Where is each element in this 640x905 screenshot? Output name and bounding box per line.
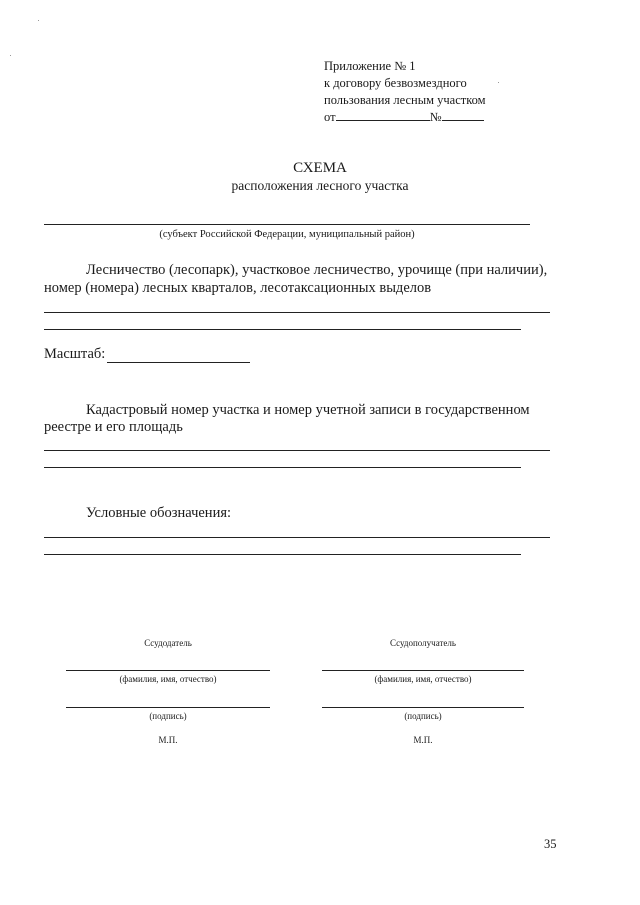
cadastral-line-2: реестре и его площадь: [44, 419, 183, 435]
cadastral-fill-line: [44, 467, 521, 468]
cadastral-line-1: Кадастровый номер участка и номер учетной записи в государственном: [86, 402, 530, 418]
forestry-line-2: номер (номера) лесных кварталов, лесотаксационных выделов: [44, 280, 432, 296]
subject-caption: (субъект Российской Федерации, муниципальный район): [159, 229, 415, 240]
borrower-name-caption: (фамилия, имя, отчество): [374, 674, 472, 684]
borrower-sign-caption: (подпись): [404, 711, 442, 721]
cadastral-fill-line: [44, 450, 550, 451]
scan-speck: [10, 55, 11, 56]
forestry-line-1: Лесничество (лесопарк), участковое лесничество, урочище (при наличии),: [86, 262, 548, 278]
lender-name-line: [66, 670, 270, 671]
scan-speck: [498, 82, 499, 83]
page-number: 35: [544, 837, 557, 851]
scan-speck: [38, 20, 39, 21]
scale-fill-line: [107, 362, 250, 363]
document-subtitle: расположения лесного участка: [231, 178, 409, 193]
lender-name-caption: (фамилия, имя, отчество): [119, 674, 217, 684]
appendix-usage-line: пользования лесным участком: [324, 93, 486, 107]
forestry-fill-line: [44, 329, 521, 330]
lender-title: Ссудодатель: [144, 638, 192, 648]
legend-label: Условные обозначения:: [86, 505, 232, 521]
borrower-title: Ссудополучатель: [389, 638, 456, 648]
appendix-number-sign: №: [429, 110, 442, 124]
number-blank: [442, 110, 484, 121]
appendix-date-prefix: от: [324, 110, 336, 124]
appendix-contract-line: к договору безвозмездного: [324, 76, 467, 90]
lender-seal: М.П.: [158, 735, 178, 745]
borrower-sign-line: [322, 707, 524, 708]
borrower-name-line: [322, 670, 524, 671]
document-title: СХЕМА: [293, 160, 347, 176]
lender-sign-caption: (подпись): [149, 711, 187, 721]
appendix-title: Приложение № 1: [324, 59, 416, 73]
scale-label: Масштаб:: [44, 346, 106, 362]
date-blank: [336, 110, 430, 121]
appendix-date-number-line: [324, 110, 484, 124]
borrower-seal: М.П.: [413, 735, 433, 745]
forestry-fill-line: [44, 312, 550, 313]
lender-sign-line: [66, 707, 270, 708]
legend-fill-line: [44, 537, 550, 538]
subject-line: [44, 224, 530, 225]
legend-fill-line: [44, 554, 521, 555]
